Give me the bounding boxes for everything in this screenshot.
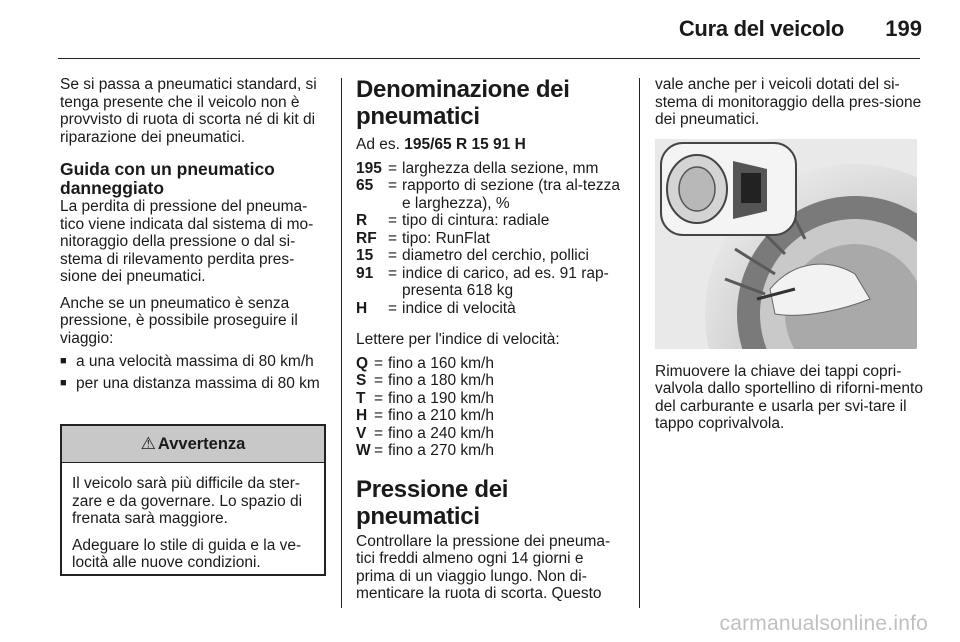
body-paragraph: La perdita di pressione del pneuma-tico viene indicata dal sistema di mo-nitoraggio della pressione o dal si-stema di rilevamento perdita pres-sione dei pneumatici. [60,198,314,285]
intro-paragraph: Se si passa a pneumatici standard, si tenga presente che il veicolo non è provvisto di ruota di scorta né di kit di riparazione dei pneumatici. [60,76,317,146]
definition-value: fino a 210 km/h [388,407,494,424]
section-title: Cura del veicolo [678,16,844,41]
definition-separator: = [374,442,384,459]
column-divider [341,78,342,608]
bullet-icon: ■ [60,376,67,389]
tire-code: 195/65 R 15 91 H [404,136,526,153]
definition-row [356,160,626,178]
definition-key: Q [356,354,369,372]
definition-value: indice di velocità [402,299,516,317]
definition-key: S [356,372,367,389]
list-item [60,375,326,393]
definition-separator: = [388,159,398,177]
definition-key: 195 [356,159,382,177]
warning-triangle-icon: ⚠ [140,434,156,453]
definition-separator: = [388,229,398,247]
definition-value: fino a 240 km/h [388,424,494,442]
definition-key: 65 [356,177,374,194]
definition-row [356,230,626,248]
definition-key: RF [356,229,377,247]
definition-value: fino a 190 km/h [388,389,494,407]
definition-row [356,372,626,390]
definition-separator: = [388,247,398,264]
list-item-text: per una distanza massima di 80 km [76,374,320,392]
definition-value: fino a 270 km/h [388,442,494,459]
definition-key: W [356,442,371,459]
definition-row [356,442,626,460]
definition-row [356,390,626,408]
definition-key: 91 [356,264,374,282]
page-header [0,0,960,60]
section-heading: Pressione dei pneumatici [356,475,509,530]
header-divider [58,58,920,59]
watermark: carmanualsonline.info [719,612,928,635]
column-right [655,76,925,433]
column-divider [639,78,640,608]
definition-separator: = [388,299,398,317]
definition-key: H [356,407,368,424]
definition-value: fino a 160 km/h [388,354,494,372]
definition-separator: = [388,177,398,194]
definition-separator: = [374,354,384,372]
definition-separator: = [388,212,398,229]
warning-header [62,426,324,463]
definition-separator: = [374,407,384,424]
definition-separator: = [374,389,384,407]
warning-title: Avvertenza [157,434,246,453]
definition-row [356,407,626,425]
example-prefix: Ad es. [356,136,400,153]
definition-row [356,355,626,373]
section-heading: Guida con un pneumatico danneggiato [60,159,275,198]
list-item-text: a una velocità massima di 80 km/h [76,353,314,370]
figure-caption: Rimuovere la chiave dei tappi copri-valvola dallo sportellino di riforni-mento del carburante e usarla per svi-tare il tappo coprivalvola. [655,362,923,432]
definition-list [356,160,626,318]
definition-separator: = [374,424,384,442]
definition-row [356,425,626,443]
body-paragraph: Controllare la pressione dei pneuma-tici freddi almeno ogni 14 giorni e prima di un viaggio lungo. Non di-menticare la ruota di scorta. Questo [356,532,611,602]
speed-list [356,355,626,460]
definition-key: V [356,424,367,442]
warning-box [60,424,326,576]
definition-separator: = [388,264,398,282]
definition-value: tipo: RunFlat [402,229,490,247]
example-line [356,136,626,154]
warning-text: Adeguare lo stile di guida e la ve-locità alle nuove condizioni. [72,536,302,571]
body-paragraph: Lettere per l'indice di velocità: [356,331,560,348]
definition-key: H [356,299,368,317]
body-paragraph: vale anche per i veicoli dotati del si-stema di monitoraggio della pres-sione dei pneumatici. [655,76,922,128]
definition-key: 15 [356,247,374,264]
definition-separator: = [374,372,384,389]
column-left [60,76,326,392]
body-paragraph: Anche se un pneumatico è senza pressione, è possibile proseguire il viaggio: [60,294,298,347]
warning-text: Il veicolo sarà più difficile da ster-zare e da governare. Lo spazio di frenata sarà maggiore. [72,475,303,527]
definition-row [356,300,626,318]
page-number: 199 [885,16,922,41]
definition-value: diametro del cerchio, pollici [402,247,589,264]
definition-row [356,212,626,230]
definition-value: tipo di cintura: radiale [402,212,550,229]
column-middle [356,76,626,603]
definition-value: rapporto di sezione (tra al-tezza e larghezza), % [402,177,620,212]
definition-row [356,265,626,300]
definition-row [356,247,626,265]
definition-value: fino a 180 km/h [388,372,494,389]
definition-key: T [356,389,366,407]
definition-row [356,177,626,212]
definition-value: larghezza della sezione, mm [402,159,599,177]
bullet-icon: ■ [60,355,67,367]
tyre-valve-illustration [655,139,917,349]
definition-value: indice di carico, ad es. 91 rap-presenta 618 kg [402,264,609,299]
list-item [60,353,326,371]
definition-key: R [356,212,368,229]
section-heading: Denominazione dei pneumatici [356,76,570,130]
